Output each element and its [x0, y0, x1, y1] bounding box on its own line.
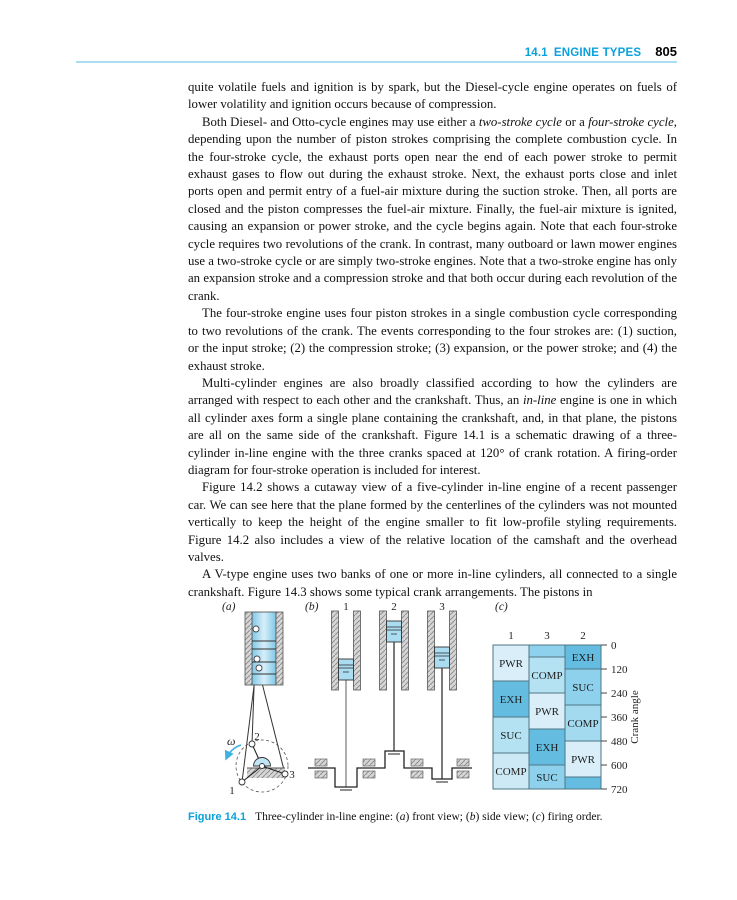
paragraph: Multi-cylinder engines are also broadly classified according to how the cylinders are arranged with respect to each other and the crankshaft. Thus, an in-line engine is one in which all cylinder axes form a single plane containing the crankshaft, and, in that plane, the pistons are all on the same side of the crankshaft. Figure 14.1 is a schematic drawing of a three-cylinder in-line engine with the three cranks spaced at 120° of crank rotation. A firing-order diagram for four-stroke operation is included for interest. — [188, 375, 677, 477]
crank-center-pin — [260, 764, 265, 769]
paragraph: A V-type engine uses two banks of one or more in-line cylinders, all connected to a single crankshaft. Figure 14.3 shows some typical crank arrangements. The pistons in — [188, 567, 677, 599]
section-title: ENGINE TYPES — [553, 47, 642, 59]
figure-caption-text: Three-cylinder in-line engine: (a) front view; (b) side view; (c) firing order. — [255, 811, 603, 823]
crank-angle-tick-label: 720 — [611, 784, 628, 796]
crank-angle-tick-label: 360 — [611, 712, 628, 724]
header-rule — [76, 61, 677, 63]
cylinder-label-1: 1 — [343, 601, 349, 613]
piston-3 — [435, 647, 450, 668]
crank-angle-tick-label: 600 — [611, 760, 628, 772]
firing-cell-label: SUC — [500, 730, 522, 742]
figure-caption-label: Figure 14.1 — [188, 811, 247, 823]
page-number: 805 — [655, 44, 677, 59]
firing-cell-label: EXH — [499, 694, 523, 706]
firing-cell-label: EXH — [571, 652, 595, 664]
cylinder-wall-right — [276, 612, 283, 685]
firing-cell — [565, 777, 601, 789]
firing-cell-label: PWR — [571, 754, 595, 766]
panel-c-firing-order — [493, 601, 641, 796]
piston-2 — [387, 621, 402, 642]
cylinder-label-3: 3 — [439, 601, 445, 613]
body-text — [188, 79, 677, 601]
piston-1 — [339, 659, 354, 680]
figure-14-1 — [195, 595, 690, 807]
firing-column-label: 1 — [508, 630, 514, 642]
firing-cell-label: EXH — [535, 742, 559, 754]
panel-b-label: (b) — [305, 601, 319, 613]
firing-cell-label: PWR — [535, 706, 559, 718]
running-head — [76, 44, 677, 59]
paragraph: Both Diesel- and Otto-cycle engines may use either a two-stroke cycle or a four-stroke cycle, depending upon the number of piston strokes comprising the complete combustion cycle. In the four-stroke cycle, the exhaust ports open near the end of each power stroke to permit exhaust gases to flow out during the exhaust stroke. Next, the exhaust ports close and inlet ports open and permit entry of a fuel-air mixture during the suction stroke. Then, all ports are closed and the piston compresses the fuel-air mixture. Finally, the fuel-air mixture is ignited, causing an expansion or power stroke, and the cycle begins again. Note that each four-stroke cycle requires two revolutions of the crank. In contrast, many outboard or lawn mower engines use a two-stroke cycle or are simply two-stroke engines. Note that a two-stroke engine has only an expansion stroke and a compression stroke and that both occur during each revolution of the crank. — [188, 114, 677, 303]
crank-angle-tick-label: 240 — [611, 688, 628, 700]
figure-caption — [188, 810, 677, 825]
main-bearings — [315, 759, 469, 778]
pin-label-3: 3 — [289, 769, 295, 781]
firing-cell-label: SUC — [572, 682, 594, 694]
firing-column-label: 2 — [580, 630, 586, 642]
cylinder-label-2: 2 — [391, 601, 397, 613]
crank-angle-axis-label: Crank angle — [629, 690, 641, 744]
firing-cell-label: COMP — [531, 670, 563, 682]
firing-cell-label: SUC — [536, 772, 558, 784]
section-heading — [525, 47, 642, 59]
paragraph: quite volatile fuels and ignition is by spark, but the Diesel-cycle engine operates on fuels of lower volatility and ignition occurs because of compression. — [188, 80, 677, 112]
panel-c-label: (c) — [495, 601, 508, 613]
panel-b-side-view — [305, 601, 472, 790]
pin-label-1: 1 — [229, 785, 235, 797]
panel-a-front-view — [222, 601, 295, 797]
section-number: 14.1 — [524, 47, 548, 59]
omega-label: ω — [227, 734, 236, 748]
firing-cell-label: COMP — [495, 766, 527, 778]
crank-angle-tick-label: 480 — [611, 736, 628, 748]
paragraph: Figure 14.2 shows a cutaway view of a five-cylinder in-line engine of a recent passenger car. We can see here that the plane formed by the centerlines of the cylinders was not mounted vertically to keep the height of the engine smaller to fit low-profile styling requirements. Figure 14.2 also includes a view of the relative location of the camshaft and the overhead valves. — [188, 480, 677, 564]
firing-cell-label: COMP — [567, 718, 599, 730]
crank-angle-tick-label: 0 — [611, 640, 617, 652]
pin-label-2: 2 — [254, 731, 260, 743]
paragraph: The four-stroke engine uses four piston strokes in a single combustion cycle corresponding to two revolutions of the crank. The events corresponding to the four strokes are: (1) suction, or the input stroke; (2) the compression stroke; (3) expansion, or the power stroke; and (4) the exhaust stroke. — [188, 306, 677, 373]
cylinder-wall-left — [245, 612, 252, 685]
firing-cell — [529, 645, 565, 657]
firing-cell-label: PWR — [499, 658, 523, 670]
firing-order-grid — [493, 630, 628, 796]
crank-angle-tick-label: 120 — [611, 664, 628, 676]
firing-column-label: 3 — [544, 630, 550, 642]
panel-a-label: (a) — [222, 601, 236, 613]
